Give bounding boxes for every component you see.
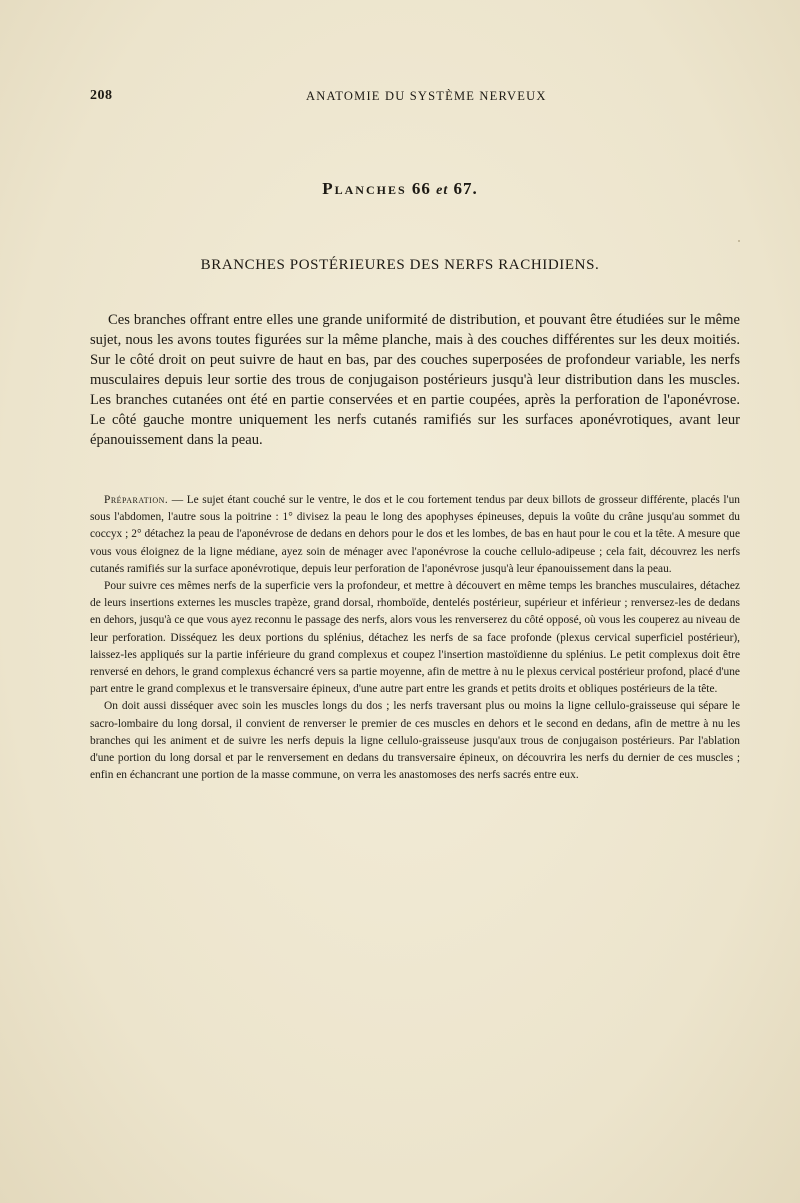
paper-speck — [738, 240, 740, 242]
preparation-paragraph-2: Pour suivre ces mêmes nerfs de la superficie vers la profondeur, et mettre à découvert en même temps les branches musculaires, détachez de leurs insertions externes les muscles trapèze, grand dorsal, rhomboïde, dentelés postérieur, supérieur et inférieur ; renversez-les de dedans en dehors, jusqu'à ce que vous ayez reconnu le passage des nerfs, alors vous les renverserez du côté opposé, où vous les couperez au niveau de leur perforation. Disséquez les deux portions du splénius, détachez les nerfs de sa face profonde (plexus cervical superficiel postérieur), laissez-les appliqués sur la partie inférieure du grand complexus et coupez l'insertion mastoïdienne du splénius. Le petit complexus doit être renversé en dehors, le grand complexus échancré vers sa partie moyenne, afin de mettre à nu le plexus cervical postérieur profond, placé d'une part entre le grand complexus et le transversaire épineux, d'une autre part entre les grands et petits droits et obliques postérieurs de la tête. — [90, 580, 740, 696]
running-title: ANATOMIE DU SYSTÈME NERVEUX — [306, 89, 547, 103]
preparation-lead: Préparation. — [104, 494, 169, 506]
page-number: 208 — [90, 88, 113, 103]
plate-label: Planches — [322, 179, 407, 198]
plate-title — [0, 179, 800, 199]
preparation-paragraph-3: On doit aussi disséquer avec soin les muscles longs du dos ; les nerfs traversant plus ou moins la ligne cellulo-graisseuse qui sépare le sacro-lombaire du long dorsal, il convient de renverser le premier de ces muscles en dehors et le second en dedans, afin de mettre à nu les branches qui les animent et de suivre les nerfs depuis la ligne cellulo-graisseuse jusqu'aux trous de conjugaison postérieurs. Par l'ablation d'une portion du long dorsal et par le renversement en dedans du transversaire épineux, on découvrira les nerfs du dernier de ces muscles ; enfin en échancrant une portion de la masse commune, on verra les anastomoses des nerfs sacrés entre eux. — [90, 700, 740, 782]
section-title: BRANCHES POSTÉRIEURES DES NERFS RACHIDIENS. — [200, 257, 600, 273]
preparation-section — [90, 492, 740, 784]
plate-number-2: 67. — [453, 179, 478, 198]
plate-conjunction: et — [436, 183, 449, 198]
plate-number-1: 66 — [411, 179, 431, 198]
intro-paragraph: Ces branches offrant entre elles une grande uniformité de distribution, et pouvant être étudiées sur le même sujet, nous les avons toutes figurées sur la même planche, mais à des couches différentes sur les deux moitiés. Sur le côté droit on peut suivre de haut en bas, par des couches superposées de profondeur variable, les nerfs musculaires depuis leur sortie des trous de conjugaison postérieurs jusqu'à leur distribution dans les muscles. Les branches cutanées ont été en partie conservées et en partie coupées, après la perforation de l'aponévrose. Le côté gauche montre uniquement les nerfs cutanés ramifiés sur les surfaces aponévrotiques, avant leur épanouissement dans la peau. — [90, 312, 740, 448]
preparation-paragraph-1 — [90, 492, 740, 578]
preparation-text-1: — Le sujet étant couché sur le ventre, le dos et le cou fortement tendus par deux billots de grosseur différente, placés l'un sous l'abdomen, l'autre sous la poitrine : 1° divisez la peau le long des apophyses épineuses, depuis la voûte du crâne jusqu'au sommet du coccyx ; 2° détachez la peau de l'aponévrose de dedans en dehors pour le dos et les lombes, de bas en haut pour le cou et la tête. A mesure que vous vous éloignez de la ligne médiane, ayez soin de ménager avec l'aponévrose la couche cellulo-adipeuse ; cela fait, découvrez les nerfs cutanés ramifiés sur la surface aponévrotique, depuis leur perforation de l'aponévrose jusqu'à leur épanouissement dans la peau. — [90, 494, 740, 575]
running-head — [90, 88, 710, 108]
